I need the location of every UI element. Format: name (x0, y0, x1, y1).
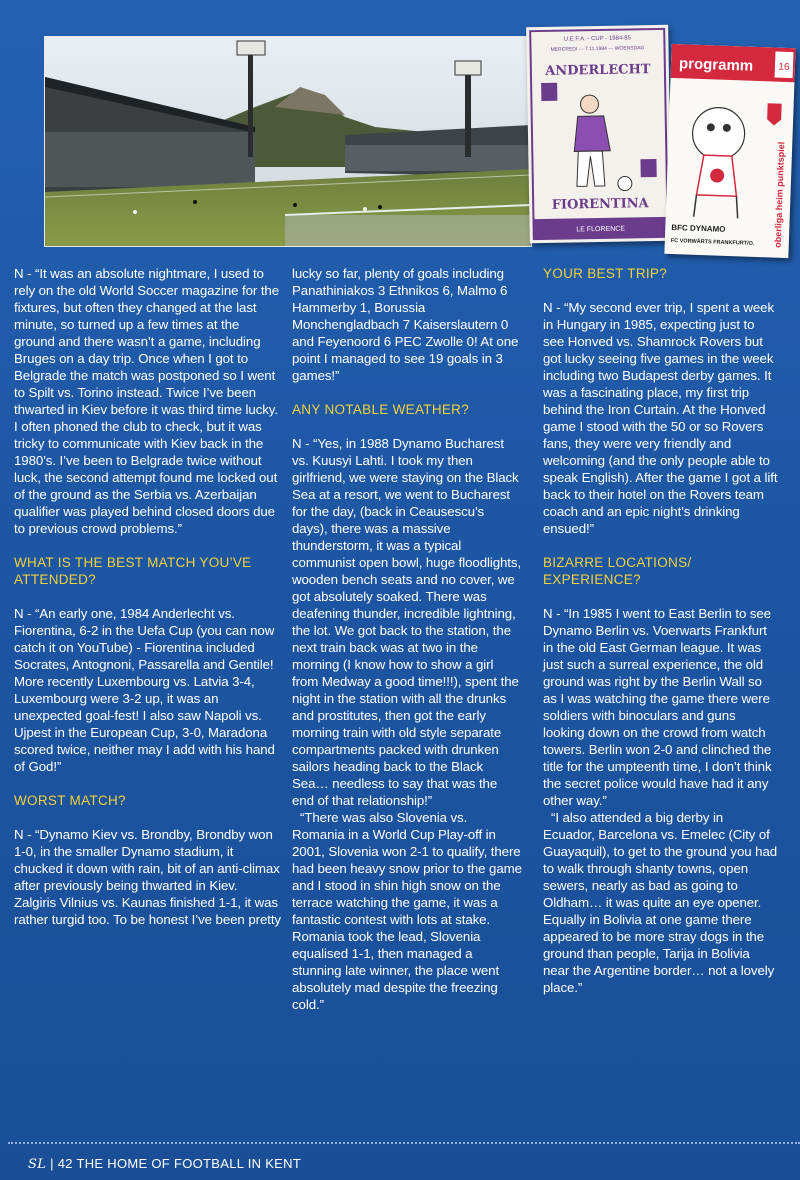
heading-worst-match: WORST MATCH? (14, 793, 126, 808)
stadium-photo (44, 36, 532, 247)
prog2-title: programm (678, 55, 754, 75)
prog1-cup-line: U.E.F.A. - CUP - 1984-85 (563, 35, 632, 43)
column-1 (14, 265, 282, 928)
footer-divider (8, 1142, 800, 1144)
programme-bfc-dynamo (664, 44, 795, 258)
prog2-side-text: oberliga heim punktspiel (772, 141, 787, 248)
footer (28, 1156, 301, 1173)
column-2 (292, 265, 522, 1013)
c2-paragraph-slovenia: “There was also Slovenia vs. Romania in a World Cup Play-off in 2001, Slovenia won 2-1 to qualify, there had been heavy snow prior to the game and I stood in shin high snow on the terrace watching the game, it was a fantastic contest with lots at stake. Romania took the lead, Slovenia equalised 1-1, then managed a stunning late winner, the place went absolutely mad despite the freezing cold.” (292, 810, 522, 1012)
c3-paragraph-berlin: N - “In 1985 I went to East Berlin to see Dynamo Berlin vs. Voerwarts Frankfurt in the old East German league. It was just such a surreal experience, the old ground was right by the Berlin Wall so as I was watching the game there were soldiers with binoculars and guns looking down on the crowd from watch towers. Berlin won 2-0 and clinched the title for the umpteenth time, I don’t think the secret police would have had it any other way.” (543, 606, 772, 808)
prog1-date-line: MERCREDI — 7.11.1984 — WOENSDAG (550, 45, 645, 53)
programme-anderlecht-graphic (526, 25, 672, 243)
c1-paragraph-worst-match: N - “Dynamo Kiev vs. Brondby, Brondby won 1-0, in the smaller Dynamo stadium, it chucked it down with rain, bit of an anti-climax after previously being thwarted in Kiev. Zalgiris Vilnius vs. Kaunas finished 1-1, it was rather turgid too. To be honest I’ve been pretty (14, 827, 281, 927)
heading-notable-weather: ANY NOTABLE WEATHER? (292, 402, 470, 417)
c3-paragraph-best-trip: N - “My second ever trip, I spent a week in Hungary in 1985, expecting just to see Honved vs. Shamrock Rovers but got lucky seeing five games in the week including two Budapest derby games. It was a fascinating place, my first trip behind the Iron Curtain. At the Honved game I stood with the 50 or so Rovers fans, they were very friendly and welcoming (and the only people able to speak English). After the game I got a lift back to their hotel on the Rovers team coach and an epic night’s drinking ensued!” (543, 300, 778, 536)
heading-best-match: WHAT IS THE BEST MATCH YOU’VE ATTENDED? (14, 555, 252, 587)
stadium-photo-graphic (45, 37, 531, 246)
programme-bfc-graphic (664, 44, 795, 258)
prog1-club-top: ANDERLECHT (545, 62, 651, 79)
prog1-club-bottom: FIORENTINA (551, 196, 649, 213)
page-number-text: | 42 THE HOME OF FOOTBALL IN KENT (50, 1156, 302, 1171)
prog2-club-away: FC VORWÄRTS FRANKFURT/O. (670, 237, 755, 247)
prog2-issue: 16 (778, 61, 790, 74)
heading-best-trip: YOUR BEST TRIP? (543, 266, 668, 281)
c1-paragraph-best-match: N - “An early one, 1984 Anderlecht vs. Fiorentina, 6-2 in the Uefa Cup (you can now catch it on YouTube) - Fiorentina included Socrates, Antognoni, Passarella and Gentile! More recently Luxembourg vs. Latvia 3-4, Luxembourg were 3-2 up, it was an unexpected goal-fest! I also saw Napoli vs. Ujpest in the European Cup, 3-0, Maradona scored twice, neither may I add with his hand of God!” (14, 606, 275, 774)
c3-paragraph-ecuador: “I also attended a big derby in Ecuador, Barcelona vs. Emelec (City of Guayaquil), to get to the ground you had to walk through shanty towns, open sewers, nearly as bad as going to Oldham… it was quite an eye opener. Equally in Bolivia at one game there appeared to be more stray dogs in the ground than people, Tarija in Bolivia near the Argentine border… not a lovely place.” (543, 810, 778, 995)
column-3 (543, 265, 778, 996)
programme-anderlecht-fiorentina (526, 25, 672, 243)
heading-bizarre-locations: BIZARRE LOCATIONS/ EXPERIENCE? (543, 555, 692, 587)
prog1-bottom-line: LE FLORENCE (576, 225, 626, 234)
c2-paragraph-weather: N - “Yes, in 1988 Dynamo Bucharest vs. Kuusyi Lahti. I took my then girlfriend, we were staying on the Black Sea at a resort, we went to Bucharest for the day, (back in Ceausescu’s days), there was a massive thunderstorm, it was a typical communist open bowl, huge floodlights, wooden bench seats and no cover, we got absolutely soaked. There was deafening thunder, incredible lightning, the lot. We got back to the station, the next train back was at two in the morning (I know how to show a girl from Medway a good time!!!), spent the night in the station with all the drunks and prostitutes, then got the early morning train with old style separate compartments packed with drunken sailors heading back to the Black Sea… needless to say that was the end of that relationship!” (292, 436, 522, 808)
prog2-club-home: BFC DYNAMO (671, 223, 726, 234)
c2-paragraph-goals: lucky so far, plenty of goals including Panathiniakos 3 Ethnikos 6, Malmo 6 Hammerby 1, Borussia Monchengladbach 7 Kaiserslautern 0 and Feyenoord 6 PEC Zwolle 0! At one point I managed to see 19 goals in 3 games!” (292, 266, 519, 383)
magazine-logo: SL (28, 1157, 47, 1172)
c1-paragraph-fixtures: N - “It was an absolute nightmare, I used to rely on the old World Soccer magazine for the fixtures, but often they changed at the last minute, so turned up a few times at the ground and there wasn’t a game, including Bruges on a day trip. Once when I got to Belgrade the match was postponed so I went to Spilt vs. Torino instead. Twice I’ve been thwarted in Kiev before it was third time lucky. I often phoned the club to check, but it was tricky to communicate with Kiev back in the 1980’s. I’ve been to Belgrade twice without luck, the second attempt found me locked out of the ground as the Serbia vs. Azerbaijan qualifier was played behind closed doors due to previous crowd problems.” (14, 266, 280, 536)
